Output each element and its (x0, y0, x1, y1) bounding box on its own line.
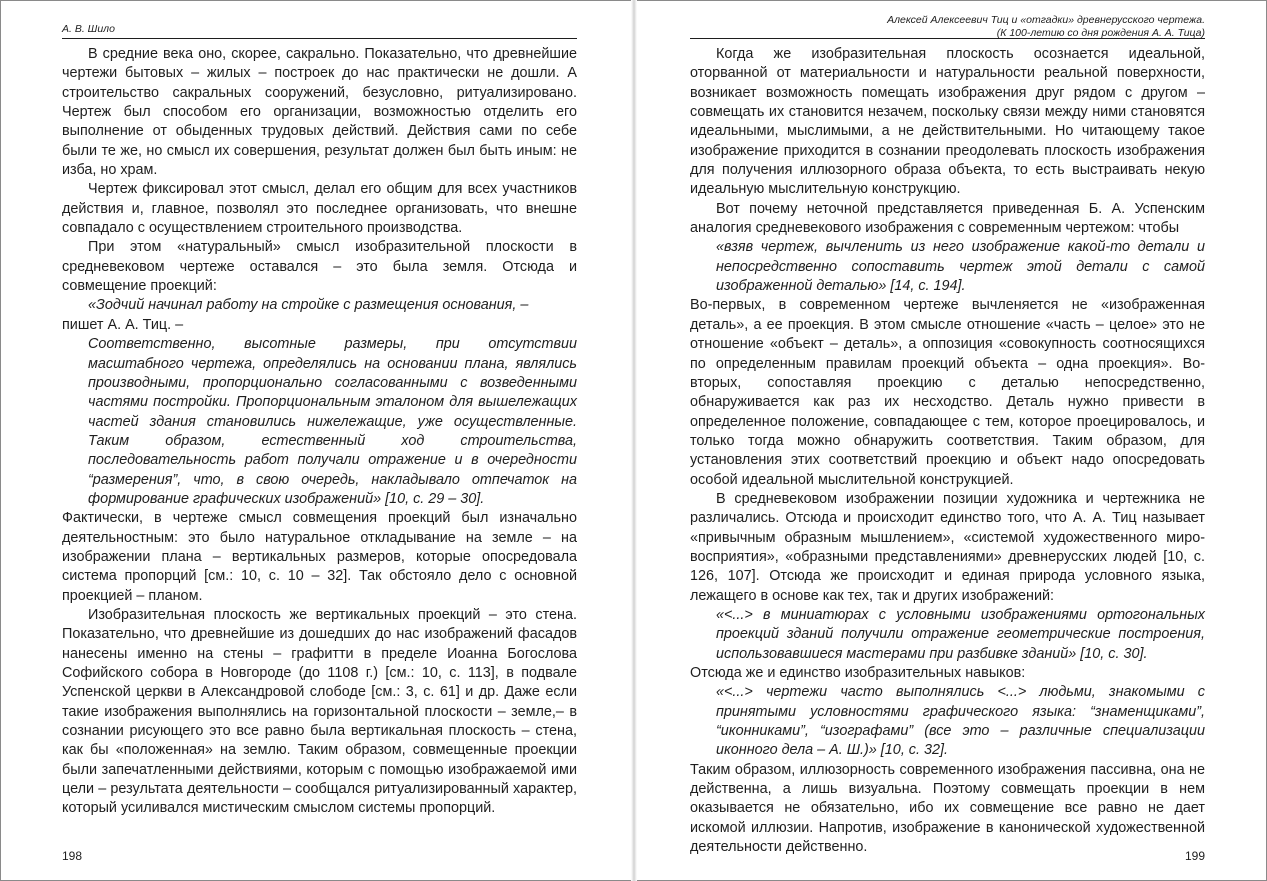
right-page-text (690, 45, 1205, 857)
paragraph: В средние века оно, скорее, сакрально. Показательно, что древнейшие чертежи бытовых – жилых – построек до нас практически не дошли. А строительство сакральных сооружений, безусловно, ритуализировано. Чертеж был способом его организации, возможностью отделить его выполнение от обыденных трудовых действий. Действия сами по себе были те же, но смысл их совершения, результат должен был быть иным: не изба, но храм. (62, 46, 577, 179)
paragraph: Таким образом, иллюзорность современного изображения пассивна, она не действенна, а лишь визуальна. Поэтому совмещать проекции в нем оказывается не обязательно, ибо их совмещение все равно не дает искомой иллюзии. Напротив, изображение в канонической художественной деятельности действенно. (690, 761, 1205, 856)
right-running-head (690, 14, 1205, 39)
left-page (62, 0, 577, 881)
block-quote: Соответственно, высотные размеры, при отсутствии масштабного чертежа, определялись на основании плана, являлись производными, пропорционально согласованными с возведенными частями постройки. Пропорциональным эталоном для вышележащих частей здания становились нижележащие, уже осуществленные. Таким образом, естественный ход строительства, последовательность работ получали отражение и в очередности “размерения”, что, в свою очередь, накладывало отпечаток на формирование графических изображений» [10, с. 29 – 30]. (88, 336, 577, 507)
running-head-title: Алексей Алексеевич Тиц и «отгадки» древнерусского чертежа. (887, 14, 1205, 26)
right-page (690, 0, 1205, 881)
paragraph: Во-первых, в современном чертеже вычленяется не «изображенная деталь», а ее проекция. В этом смысле отношение «часть – целое» это не отношение «объект – деталь», а оппозиция «совокупность соотносящихся по определенным правилам проекций объекта – одна проекция». Во-вторых, сопоставляя проекцию с деталью непосредственно, обнаруживается как раз их несходство. Деталь нужно привести в определенное положение, совпадающее с тем, которое проецировалось, и только тогда можно обнаружить соответствия. Таким образом, для установления этих соответствий проекцию и объект надо опосредовать особой идеальной мыслительной конструкцией. (690, 297, 1205, 488)
paragraph: Вот почему неточной представляется приведенная Б. А. Успенским аналогия средневекового изображения с современным чертежом: чтобы (690, 200, 1205, 237)
paragraph: Когда же изобразительная плоскость осознается идеальной, оторванной от материальности и натуральности реальной поверхности, возникает возможность помещать изображения друг рядом с другом – совмещать их становится незачем, поскольку связи между ними становятся идеальными, мыслимыми, а не действительными. Но читающему такое изображение приходится в сознании преодолевать плоскость изображения для получения иллюзорного образа объекта, то есть выстраивать некую идеальную мыслительную конструкцию. (690, 46, 1205, 198)
book-gutter (631, 0, 637, 881)
quote-line: «Зодчий начинал работу на стройке с размещения основания, – (88, 297, 529, 314)
left-page-number: 198 (62, 849, 83, 863)
paragraph: В средневековом изображении позиции художника и чертежника не различались. Отсюда и происходит единство того, что А. А. Тиц называет «привычным образным мышлением», «системой художественного миро-восприятия», «образными представлениями» древнерусских людей [10, с. 126, 107]. Отсюда же происходит и единая природа условного языка, лежащего в основе как тех, так и других изображений: (690, 490, 1205, 604)
paragraph: Изобразительная плоскость же вертикальных проекций – это стена. Показательно, что древнейшие из дошедших до нас изображений фасадов нанесены именно на стены – графитти в пределе Иоанна Богослова Софийского собора в Новгороде (до 1108 г.) [см.: 10, с. 113], в подвале Успенской церкви в Александровой слободе [см.: 3, с. 61] и др. Даже если такие изображения выполнялись на горизонтальной плоскости – земле,– в сознании рисующего это все равно была вертикальная плоскость – стена, как бы «положенная» на землю. Таким образом, совмещенные проекции были запечатленными действиями, которым с помощью изображаемой ими цели – результата деятельности – сообщался ритуализированный характер, который усиливался мистическим смыслом системы пропорций. (62, 606, 577, 817)
paragraph: пишет А. А. Тиц. – (62, 316, 184, 333)
block-quote: «<...> чертежи часто выполнялись <...> людьми, знакомыми с принятыми условностями графического языка: “знаменщиками”, “иконниками”, “изографами” (все это – различные специализации иконного дела – А. Ш.)» [10, с. 32]. (716, 684, 1205, 759)
left-running-head: А. В. Шило (62, 23, 115, 35)
running-head-subtitle: (К 100-летию со дня рождения А. А. Тица) (996, 26, 1205, 39)
left-page-text (62, 45, 577, 819)
paragraph: Фактически, в чертеже смысл совмещения проекций был изначально деятельностным: это было натуральное откладывание на земле – на изображении плана – вертикальных размеров, которые опосредовала система пропорций [см.: 10, с. 10 – 32]. Так обстояло дело с основной проекцией – планом. (62, 510, 577, 604)
block-quote: «взяв чертеж, вычленить из него изображение какой-то детали и непосредственно сопоставить чертеж этой детали с самой изображенной деталью» [14, с. 194]. (716, 239, 1205, 295)
paragraph: При этом «натуральный» смысл изобразительной плоскости в средневековом чертеже оставался – это была земля. Отсюда и совмещение проекций: (62, 239, 577, 295)
paragraph: Отсюда же и единство изобразительных навыков: (690, 665, 1026, 681)
left-header-rule (62, 38, 577, 39)
block-quote: «<...> в миниатюрах с условными изображениями ортогональных проекций зданий получили отражение геометрические построения, использовавшиеся мастерами при разбивке зданий» [10, с. 30]. (716, 606, 1205, 662)
right-page-number: 199 (1184, 849, 1205, 863)
paragraph: Чертеж фиксировал этот смысл, делал его общим для всех участников действия и, главное, позволял это последнее организовать, что внешне совпадало с осуществлением строительного производства. (62, 181, 577, 237)
right-header-rule (690, 38, 1205, 39)
